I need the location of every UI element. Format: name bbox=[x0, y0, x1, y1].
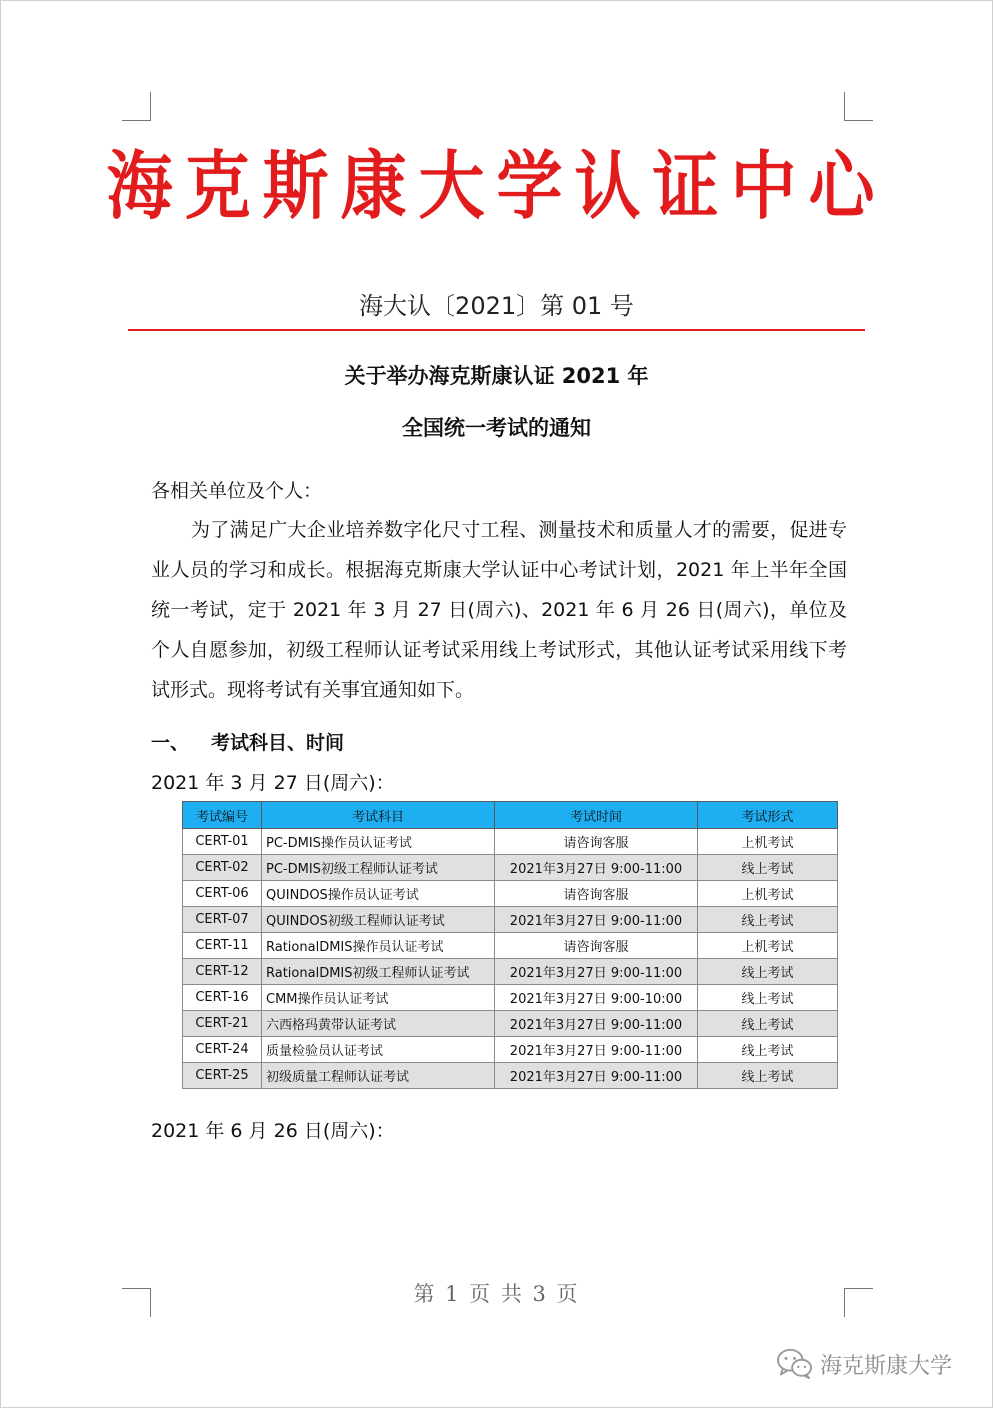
page-indicator: 第 1 页 共 3 页 bbox=[413, 1282, 580, 1306]
cell-format: 线上考试 bbox=[698, 1011, 838, 1037]
cell-time: 请咨询客服 bbox=[495, 933, 698, 959]
wechat-icon bbox=[776, 1347, 814, 1381]
wechat-watermark bbox=[776, 1344, 952, 1384]
crop-mark-top-left bbox=[122, 92, 151, 121]
cell-time: 2021年3月27日 9:00-10:00 bbox=[495, 985, 698, 1011]
cell-format: 线上考试 bbox=[698, 1037, 838, 1063]
table-row bbox=[183, 829, 838, 855]
cell-code: CERT-01 bbox=[183, 829, 262, 855]
cell-subject: 六西格玛黄带认证考试 bbox=[262, 1011, 495, 1037]
cell-format: 线上考试 bbox=[698, 959, 838, 985]
notice-title-line2: 全国统一考试的通知 bbox=[402, 416, 591, 440]
notice-title-line1: 关于举办海克斯康认证 2021 年 bbox=[344, 364, 649, 388]
body-paragraph: 为了满足广大企业培养数字化尺寸工程、测量技术和质量人才的需要，促进专业人员的学习和成长。根据海克斯康大学认证中心考试计划，2021 年上半年全国统一考试，定于 2021 年 3 月 27 日(周六)、2021 年 6 月 26 日(周六)，单位及个人自愿参加，初级工程师认证考试采用线上考试形式，其他认证考试采用线下考试形式。现将考试有关事宜通知如下。 bbox=[151, 519, 847, 701]
cell-format: 线上考试 bbox=[698, 1063, 838, 1089]
section-title: 考试科目、时间 bbox=[211, 732, 345, 754]
cell-format: 线上考试 bbox=[698, 855, 838, 881]
watermark-text: 海克斯康大学 bbox=[820, 1353, 953, 1379]
cell-code: CERT-07 bbox=[183, 907, 262, 933]
crop-mark-top-right bbox=[844, 92, 873, 121]
organization-title: 海克斯康大学认证中心 bbox=[106, 143, 887, 230]
cell-format: 线上考试 bbox=[698, 985, 838, 1011]
cell-subject: QUINDOS初级工程师认证考试 bbox=[262, 907, 495, 933]
table-row bbox=[183, 1011, 838, 1037]
cell-code: CERT-16 bbox=[183, 985, 262, 1011]
header-exam-time: 考试时间 bbox=[495, 802, 698, 829]
cell-time: 请咨询客服 bbox=[495, 881, 698, 907]
cell-code: CERT-12 bbox=[183, 959, 262, 985]
cell-subject: PC-DMIS初级工程师认证考试 bbox=[262, 855, 495, 881]
cell-code: CERT-06 bbox=[183, 881, 262, 907]
cell-subject: RationalDMIS操作员认证考试 bbox=[262, 933, 495, 959]
table-row bbox=[183, 907, 838, 933]
cell-time: 2021年3月27日 9:00-11:00 bbox=[495, 907, 698, 933]
cell-subject: RationalDMIS初级工程师认证考试 bbox=[262, 959, 495, 985]
cell-code: CERT-11 bbox=[183, 933, 262, 959]
header-exam-format: 考试形式 bbox=[698, 802, 838, 829]
cell-subject: CMM操作员认证考试 bbox=[262, 985, 495, 1011]
cell-time: 2021年3月27日 9:00-11:00 bbox=[495, 1037, 698, 1063]
table-header-row bbox=[183, 802, 838, 829]
section-heading bbox=[151, 728, 344, 755]
cell-code: CERT-21 bbox=[183, 1011, 262, 1037]
table-row bbox=[183, 933, 838, 959]
cell-time: 2021年3月27日 9:00-11:00 bbox=[495, 1063, 698, 1089]
table-row bbox=[183, 959, 838, 985]
table-row bbox=[183, 881, 838, 907]
cell-code: CERT-24 bbox=[183, 1037, 262, 1063]
cell-code: CERT-25 bbox=[183, 1063, 262, 1089]
cell-format: 上机考试 bbox=[698, 829, 838, 855]
cell-subject: PC-DMIS操作员认证考试 bbox=[262, 829, 495, 855]
cell-time: 2021年3月27日 9:00-11:00 bbox=[495, 959, 698, 985]
cell-format: 上机考试 bbox=[698, 881, 838, 907]
cell-subject: QUINDOS操作员认证考试 bbox=[262, 881, 495, 907]
salutation: 各相关单位及个人： bbox=[151, 480, 323, 502]
cell-code: CERT-02 bbox=[183, 855, 262, 881]
cell-time: 2021年3月27日 9:00-11:00 bbox=[495, 855, 698, 881]
section-number: 一、 bbox=[151, 732, 190, 754]
document-number: 海大认〔2021〕第 01 号 bbox=[359, 292, 634, 320]
exam-date-1: 2021 年 3 月 27 日(周六)： bbox=[151, 772, 395, 794]
exam-schedule-table bbox=[182, 801, 838, 1089]
header-exam-code: 考试编号 bbox=[183, 802, 262, 829]
table-row bbox=[183, 985, 838, 1011]
red-divider bbox=[128, 329, 865, 331]
cell-time: 请咨询客服 bbox=[495, 829, 698, 855]
header-exam-subject: 考试科目 bbox=[262, 802, 495, 829]
cell-subject: 质量检验员认证考试 bbox=[262, 1037, 495, 1063]
cell-format: 上机考试 bbox=[698, 933, 838, 959]
cell-format: 线上考试 bbox=[698, 907, 838, 933]
exam-date-2: 2021 年 6 月 26 日(周六)： bbox=[151, 1120, 395, 1142]
cell-time: 2021年3月27日 9:00-11:00 bbox=[495, 1011, 698, 1037]
cell-subject: 初级质量工程师认证考试 bbox=[262, 1063, 495, 1089]
table-row bbox=[183, 855, 838, 881]
table-row bbox=[183, 1037, 838, 1063]
table-row bbox=[183, 1063, 838, 1089]
